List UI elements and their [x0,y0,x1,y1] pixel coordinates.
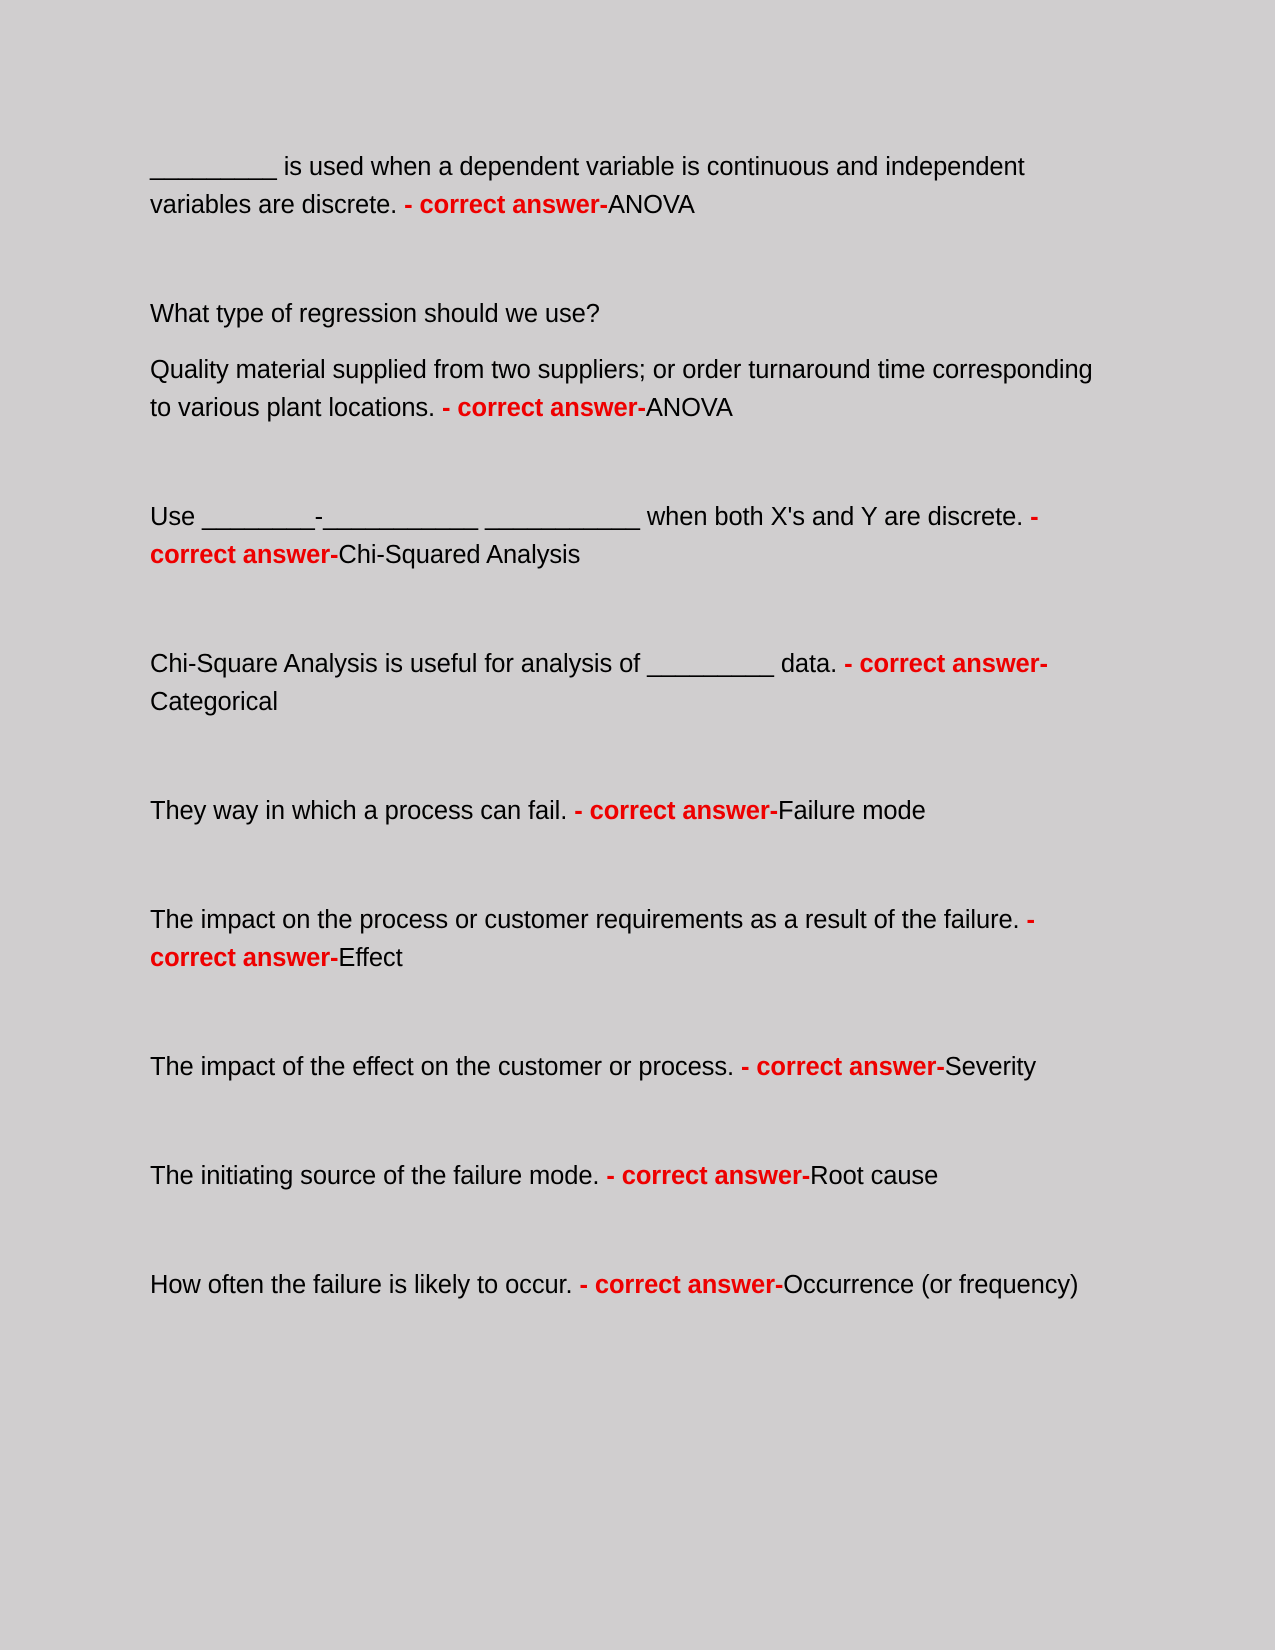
answer-label: - correct answer- [442,394,646,422]
answer-text: ANOVA [607,191,695,219]
question-text: The impact on the process or customer requirements as a result of the failure. [150,906,1027,934]
answer-label: - correct answer- [844,650,1048,678]
qa-item-2 [150,351,1110,427]
qa-item-6 [150,901,1110,977]
answer-text: Severity [944,1053,1037,1081]
answer-label: - correct answer- [574,797,779,825]
qa-item-8 [150,1157,1110,1195]
answer-text: Chi-Squared Analysis [338,541,581,569]
question-text: Chi-Square Analysis is useful for analysis of _________ data. [150,650,845,678]
qa-item-7 [150,1048,1110,1086]
qa-item-2-intro: What type of regression should we use? [150,300,600,328]
answer-text: Root cause [810,1162,939,1190]
answer-label: - correct answer- [606,1162,811,1190]
answer-text: Occurrence (or frequency) [783,1271,1079,1299]
qa-item-9 [150,1266,1110,1304]
question-text: The impact of the effect on the customer or process. [150,1053,741,1081]
qa-item-1 [150,148,1110,224]
question-text: The initiating source of the failure mode. [150,1162,607,1190]
qa-item-3 [150,498,1110,574]
answer-text: Categorical [150,688,278,716]
document-page [150,148,1110,1304]
qa-item-4 [150,645,1110,721]
question-text: Quality material supplied from two suppliers; or order turnaround time corresponding to various plant locations. [150,356,1093,422]
question-text: _________ is used when a dependent variable is continuous and independent variables are discrete. [150,153,1025,219]
question-text: They way in which a process can fail. [150,797,575,825]
answer-label: - correct answer- [404,191,608,219]
answer-text: ANOVA [645,394,733,422]
question-text: How often the failure is likely to occur. [150,1271,580,1299]
answer-label: - correct answer- [150,503,1039,569]
answer-label: - correct answer- [740,1053,945,1081]
answer-text: Effect [338,944,403,972]
answer-label: - correct answer- [150,906,1035,972]
question-text: Use ________-___________ ___________ when both X's and Y are discrete. [150,503,1031,531]
answer-label: - correct answer- [579,1271,784,1299]
answer-text: Failure mode [778,797,926,825]
qa-item-5 [150,792,1110,830]
